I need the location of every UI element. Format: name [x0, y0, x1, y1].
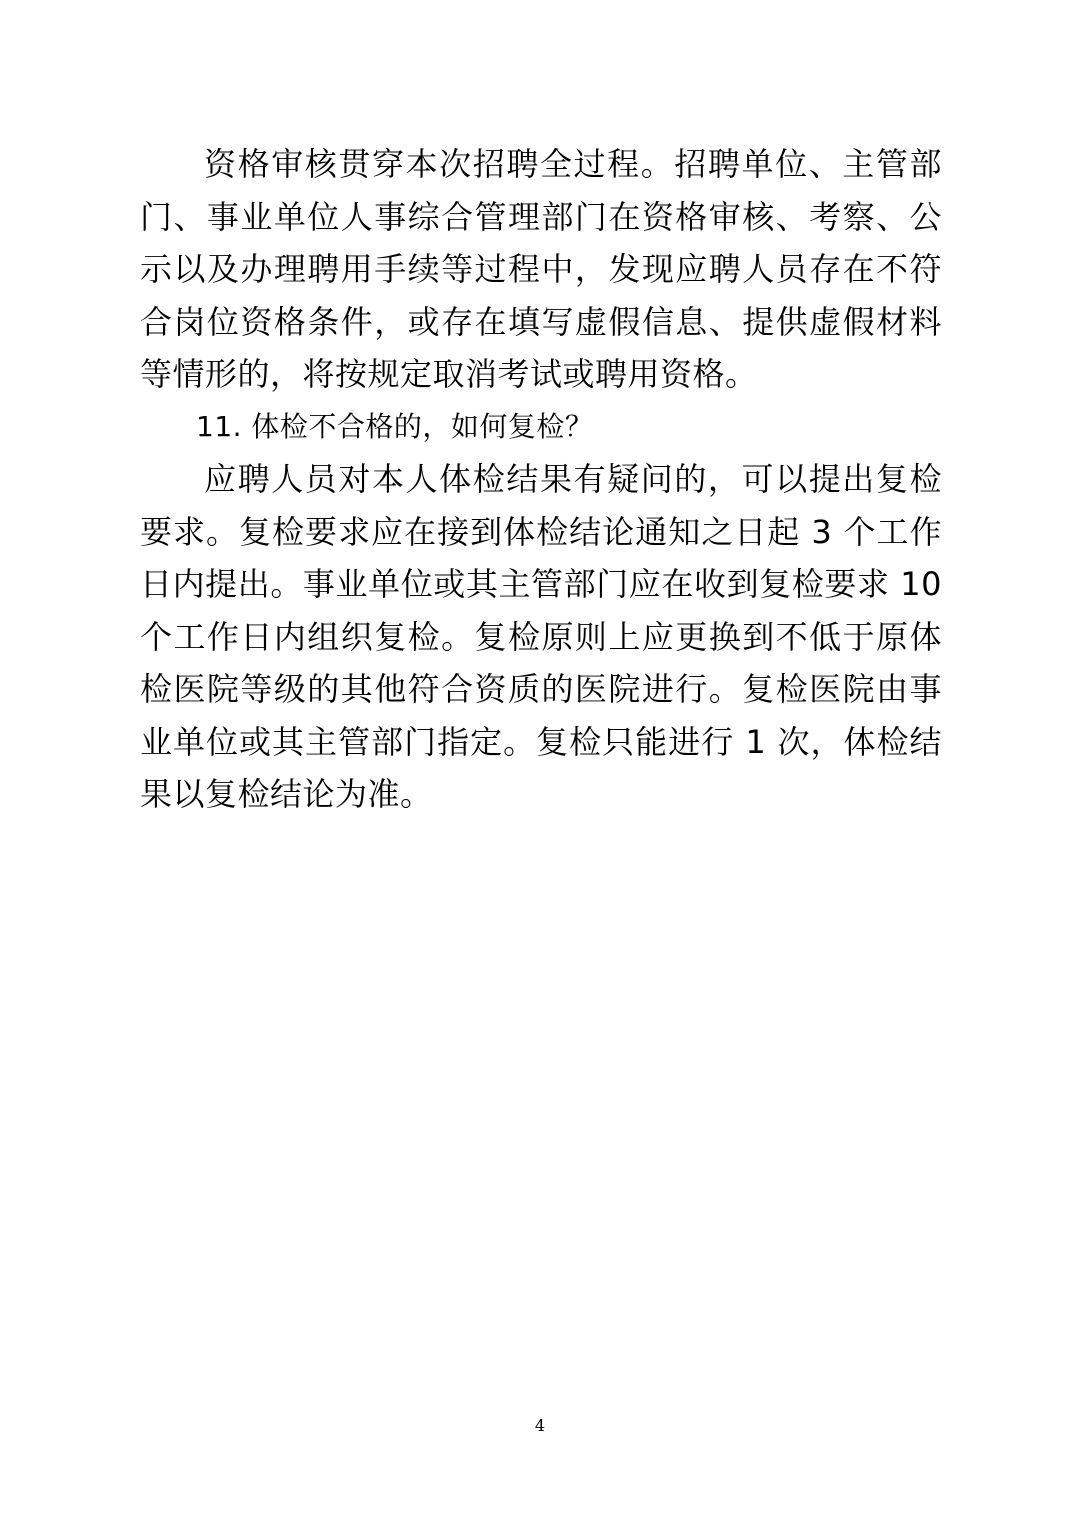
page-number: 4 — [534, 1416, 546, 1435]
document-body — [140, 138, 942, 821]
paragraph-qualification-review: 资格审核贯穿本次招聘全过程。招聘单位、主管部门、事业单位人事综合管理部门在资格审核、考察、公示以及办理聘用手续等过程中，发现应聘人员存在不符合岗位资格条件，或存在填写虚假信息、提供虚假材料等情形的，将按规定取消考试或聘用资格。 — [140, 145, 942, 393]
paragraph-recheck: 应聘人员对本人体检结果有疑问的，可以提出复检要求。复检要求应在接到体检结论通知之日起 3 个工作日内提出。事业单位或其主管部门应在收到复检要求 10 个工作日内组织复检。复检原则上应更换到不低于原体检医院等级的其他符合资质的医院进行。复检医院由事业单位或其主管部门指定。复检只能进行 1 次，体检结果以复检结论为准。 — [140, 460, 942, 813]
question-heading-11: 11. 体检不合格的，如何复检？ — [196, 409, 594, 443]
